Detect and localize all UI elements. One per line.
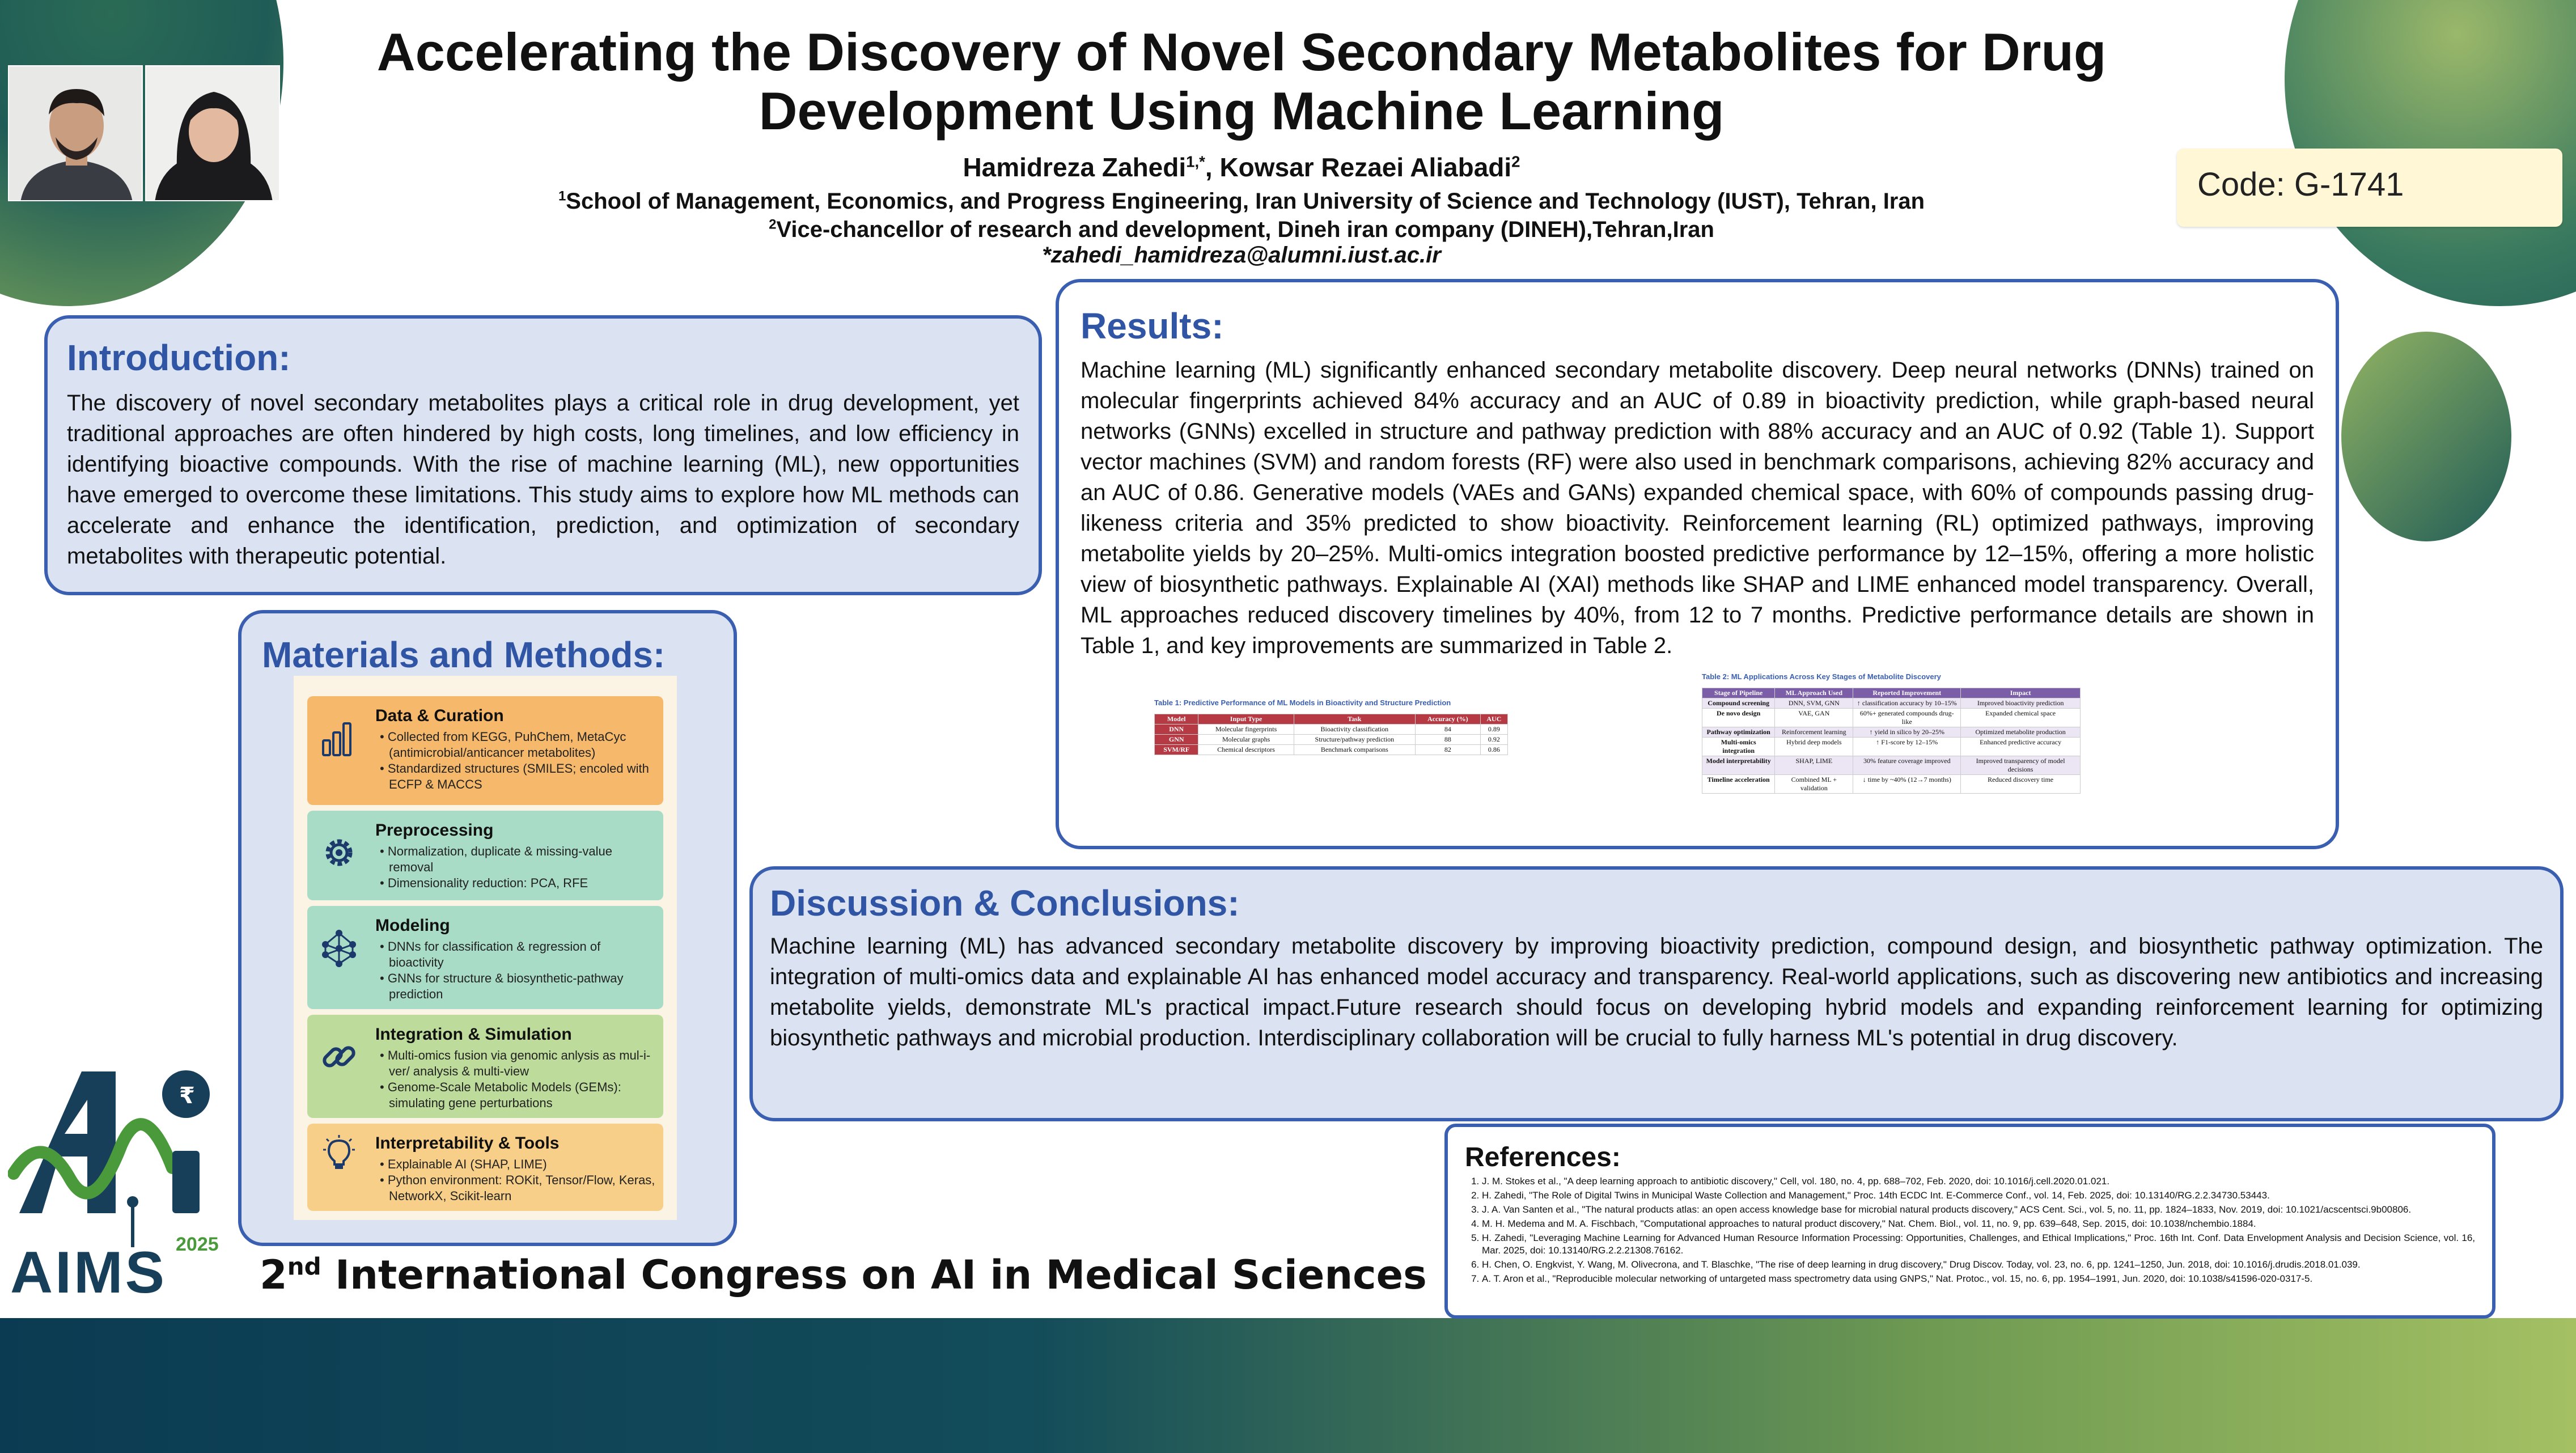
reference-item: 4. M. H. Medema and M. A. Fischbach, "Computational approaches to natural product discovery," Nat. Chem. Biol., vol. 11, no. 9, pp. 639–648, Sep. 2015, doi: 10.1038/nchembio.1884. [1482, 1218, 2475, 1230]
introduction-panel [44, 315, 1042, 595]
author-photo-2 [145, 65, 280, 201]
table-cell: 60%+ generated compounds drug-like [1853, 709, 1961, 727]
poster-title-line-1: Accelerating the Discovery of Novel Secondary Metabolites for Drug [376, 22, 2107, 82]
table-cell: Molecular graphs [1198, 735, 1294, 745]
table-row [1155, 725, 1508, 735]
table-cell: Expanded chemical space [1961, 709, 2081, 727]
results-title: Results: [1081, 306, 1224, 346]
table-cell: ↑ F1-score by 12–15% [1853, 738, 1961, 756]
method-step-interpretability-tools [307, 1124, 663, 1211]
table-cell: Structure/pathway prediction [1294, 735, 1415, 745]
table-2-header: Reported Improvement [1853, 688, 1961, 698]
svg-text:₹: ₹ [179, 1083, 195, 1109]
table-cell: 0.86 [1480, 745, 1507, 755]
method-step-heading: Interpretability & Tools [375, 1134, 560, 1153]
reference-item: 2. H. Zahedi, "The Role of Digital Twins in Municipal Waste Collection and Management," Proc. 14th ECDC Int. E-Commerce Conf., vol. 14, Feb. 2025, doi: 10.13140/RG.2.2.34730.53443. [1482, 1189, 2475, 1202]
table-cell: Molecular fingerprints [1198, 725, 1294, 735]
table-cell: 88 [1415, 735, 1480, 745]
decorative-circle-middle-right [2341, 332, 2511, 541]
table-1-header: Task [1294, 714, 1415, 725]
references-panel [1444, 1124, 2496, 1319]
table-cell: DNN [1155, 725, 1198, 735]
table-row [1702, 756, 2081, 775]
table-cell: 82 [1415, 745, 1480, 755]
reference-item: 1. J. M. Stokes et al., "A deep learning approach to antibiotic discovery," Cell, vol. 180, no. 4, pp. 688–702, Feb. 2020, doi: 10.1016/j.cell.2020.01.021. [1482, 1175, 2475, 1188]
table-row [1702, 709, 2081, 727]
method-step-bullet: • Python environment: ROKit, Tensor/Flow, Keras, NetworkX, Scikit-learn [380, 1172, 658, 1204]
table-cell: ↑ yield in silico by 20–25% [1853, 727, 1961, 738]
method-step-bullet: • Dimensionality reduction: PCA, RFE [380, 875, 658, 891]
author-2-sup: 2 [1511, 152, 1520, 171]
table-row [1155, 735, 1508, 745]
table-cell: SVM/RF [1155, 745, 1198, 755]
aims-logo-text: AIMS [10, 1240, 167, 1306]
table-cell: Combined ML + validation [1775, 775, 1853, 794]
methods-title: Materials and Methods: [262, 634, 666, 675]
table-cell: Model interpretability [1702, 756, 1775, 775]
table-cell: 84 [1415, 725, 1480, 735]
author-2: , Kowsar Rezaei Aliabadi [1205, 152, 1512, 182]
table-cell: 30% feature coverage improved [1853, 756, 1961, 775]
method-step-heading: Data & Curation [375, 706, 504, 725]
method-step-preprocessing [307, 811, 663, 900]
affiliation-2-sup: 2 [769, 217, 777, 232]
author-photo-1 [8, 65, 143, 201]
table-cell: 0.92 [1480, 735, 1507, 745]
table-2-header: ML Approach Used [1775, 688, 1853, 698]
discussion-title: Discussion & Conclusions: [770, 883, 1240, 924]
method-step-bullet: • Normalization, duplicate & missing-value removal [380, 844, 658, 875]
results-panel [1056, 279, 2339, 849]
neural-network-icon [320, 929, 358, 967]
table-row [1702, 738, 2081, 756]
method-step-data-curation [307, 696, 663, 805]
gear-icon [320, 833, 358, 872]
table-cell: Bioactivity classification [1294, 725, 1415, 735]
method-step-bullet: • Multi-omics fusion via genomic anlysis as mul-i-ver/ analysis & multi-view [380, 1048, 658, 1079]
table-cell: Reduced discovery time [1961, 775, 2081, 794]
table-cell: Pathway optimization [1702, 727, 1775, 738]
discussion-text: Machine learning (ML) has advanced secondary metabolite discovery by improving bioactivity prediction, compound design, and biosynthetic pathway optimization. The integration of multi-omics data and explainable AI has enhanced model accuracy and transparency. Real-world applications, such as discovering new antibiotics and increasing metabolite yields, demonstrate ML's practical impact.Future research should focus on developing hybrid models and expanding reinforcement learning for optimizing biosynthetic pathways and microbial production. Interdisciplinary collaboration will be crucial to fully harness ML's potential in drug discovery. [770, 934, 2543, 1050]
poster-title-line-2: Development Using Machine Learning [759, 81, 1725, 141]
link-icon [320, 1037, 358, 1076]
table-cell: Improved transparency of model decisions [1961, 756, 2081, 775]
congress-ordinal-sup: nd [287, 1252, 321, 1281]
bottom-band [0, 1318, 2576, 1453]
method-step-integration-simulation [307, 1015, 663, 1118]
contact-email: *zahedi_hamidreza@alumni.iust.ac.ir [1042, 243, 1441, 268]
table-cell: GNN [1155, 735, 1198, 745]
congress-name [260, 1252, 1427, 1298]
affiliation-2-text: Vice-chancellor of research and development, Dineh iran company (DINEH),Tehran,Iran [776, 217, 1714, 242]
method-step-bullet: • Collected from KEGG, PuhChem, MetaCyc (antimicrobial/anticancer metabolites) [380, 729, 658, 761]
table-cell: Improved bioactivity prediction [1961, 698, 2081, 709]
poster-title [317, 23, 2166, 141]
authors-line [317, 152, 2166, 183]
table-cell: DNN, SVM, GNN [1775, 698, 1853, 709]
reference-item: 6. H. Chen, O. Engkvist, Y. Wang, M. Olivecrona, and T. Blaschke, "The rise of deep learning in drug discovery," Drug Discov. Today, vol. 23, no. 6, pp. 1241–1250, Jun. 2018, doi: 10.1016/j.drudis.2018.01.039. [1482, 1259, 2475, 1271]
affiliation-1-text: School of Management, Economics, and Progress Engineering, Iran University of Science and Technology (IUST), Tehran, Iran [566, 189, 1925, 214]
table-2-header: Impact [1961, 688, 2081, 698]
congress-ordinal: 2 [260, 1252, 287, 1298]
method-step-heading: Preprocessing [375, 821, 494, 840]
table-cell: Chemical descriptors [1198, 745, 1294, 755]
author-1-sup: 1,* [1186, 152, 1205, 171]
table-1-header: Input Type [1198, 714, 1294, 725]
table-cell: 0.89 [1480, 725, 1507, 735]
method-step-bullet: • Genome-Scale Metabolic Models (GEMs): simulating gene perturbations [380, 1079, 658, 1111]
table-cell: Hybrid deep models [1775, 738, 1853, 756]
table-cell: Benchmark comparisons [1294, 745, 1415, 755]
table-cell: Reinforcement learning [1775, 727, 1853, 738]
table-cell: Enhanced predictive accuracy [1961, 738, 2081, 756]
table-cell: Multi-omics integration [1702, 738, 1775, 756]
table-cell: Timeline acceleration [1702, 775, 1775, 794]
table-row [1702, 775, 2081, 794]
congress-title: International Congress on AI in Medical Sciences [321, 1252, 1427, 1298]
introduction-title: Introduction: [67, 337, 291, 378]
aims-logo-year: 2025 [176, 1234, 219, 1255]
method-step-bullet: • Standardized structures (SMILES; encoled with ECFP & MACCS [380, 761, 658, 793]
table-cell: ↑ classification accuracy by 10–15% [1853, 698, 1961, 709]
method-step-modeling [307, 906, 663, 1009]
table-1-header: AUC [1480, 714, 1507, 725]
table-row [1702, 727, 2081, 738]
reference-item: 7. A. T. Aron et al., "Reproducible molecular networking of untargeted mass spectrometry data using GNPS," Nat. Protoc., vol. 15, no. 6, pp. 1954–1991, Jun. 2020, doi: 10.1038/s41596-020-0317-5. [1482, 1273, 2475, 1285]
bar-chart-icon [320, 719, 358, 757]
table-1-caption: Table 1: Predictive Performance of ML Models in Bioactivity and Structure Prediction [1154, 698, 1451, 707]
table-2-caption: Table 2: ML Applications Across Key Stages of Metabolite Discovery [1702, 672, 1941, 681]
method-step-bullet: • Explainable AI (SHAP, LIME) [380, 1157, 658, 1172]
affiliation-1-sup: 1 [558, 188, 566, 204]
table-2 [1702, 672, 2081, 794]
reference-item: 3. J. A. Van Santen et al., "The natural products atlas: an open access knowledge base for microbial natural products discovery," ACS Cent. Sci., vol. 5, no. 11, pp. 1824–1833, Nov. 2019, doi: 10.1021/acscentsci.9b00806. [1482, 1204, 2475, 1216]
table-cell: ↓ time by ~40% (12→7 months) [1853, 775, 1961, 794]
table-1-header: Model [1155, 714, 1198, 725]
table-row [1155, 745, 1508, 755]
table-cell: VAE, GAN [1775, 709, 1853, 727]
table-row [1702, 698, 2081, 709]
reference-item: 5. H. Zahedi, "Leveraging Machine Learning for Advanced Human Resource Information Processing: Opportunities, Challenges, and Ethical Implications," Proc. 16th Int. Conf. Data Envelopment Analysis and Decision Science, vol. 16, Mar. 2025, doi: 10.13140/RG.2.2.21308.76162. [1482, 1232, 2475, 1257]
table-cell: Compound screening [1702, 698, 1775, 709]
table-cell: De novo design [1702, 709, 1775, 727]
table-1-header: Accuracy (%) [1415, 714, 1480, 725]
table-2-header: Stage of Pipeline [1702, 688, 1775, 698]
method-step-bullet: • DNNs for classification & regression of bioactivity [380, 939, 658, 971]
table-1 [1154, 698, 1508, 755]
method-step-bullet: • GNNs for structure & biosynthetic-pathway prediction [380, 971, 658, 1002]
introduction-text: The discovery of novel secondary metabolites plays a critical role in drug development, yet traditional approaches are often hindered by high costs, long timelines, and low efficiency in identifying bioactive compounds. With the rise of machine learning (ML), new opportunities have emerged to overcome these limitations. This study aims to explore how ML methods can accelerate and enhance the identification, prediction, and optimization of secondary metabolites with therapeutic potential. [67, 391, 1019, 569]
method-step-heading: Modeling [375, 916, 450, 935]
affiliation-1 [317, 189, 2166, 214]
table-cell: Optimized metabolite production [1961, 727, 2081, 738]
poster-code-badge: Code: G-1741 [2177, 149, 2562, 227]
affiliation-2 [317, 217, 2166, 243]
lightbulb-icon [320, 1134, 358, 1172]
discussion-panel [749, 866, 2564, 1121]
table-cell: SHAP, LIME [1775, 756, 1853, 775]
method-step-heading: Integration & Simulation [375, 1025, 572, 1044]
references-title: References: [1465, 1142, 1621, 1172]
author-1: Hamidreza Zahedi [963, 152, 1187, 182]
results-text: Machine learning (ML) significantly enhanced secondary metabolite discovery. Deep neural networks (DNNs) trained on molecular fingerprints achieved 84% accuracy and an AUC of 0.89 in bioactivity prediction, while graph-based neural networks (GNNs) excelled in structure and pathway prediction with 88% accuracy and an AUC of 0.92 (Table 1). Support vector machines (SVM) and random forests (RF) were also used in benchmark comparisons, achieving 82% accuracy and an AUC of 0.86. Generative models (VAEs and GANs) expanded chemical space, with 60% of compounds passing drug-likeness criteria and 35% predicted to show bioactivity. Reinforcement learning (RL) optimized pathways, improving metabolite yields by 20–25%. Multi-omics integration boosted predictive performance by 12–15%, offering a more holistic view of biosynthetic pathways. Explainable AI (XAI) methods like SHAP and LIME enhanced model transparency. Overall, ML approaches reduced discovery timelines by 40%, from 12 to 7 months. Predictive performance details are shown in Table 1, and key improvements are summarized in Table 2. [1081, 358, 2314, 658]
